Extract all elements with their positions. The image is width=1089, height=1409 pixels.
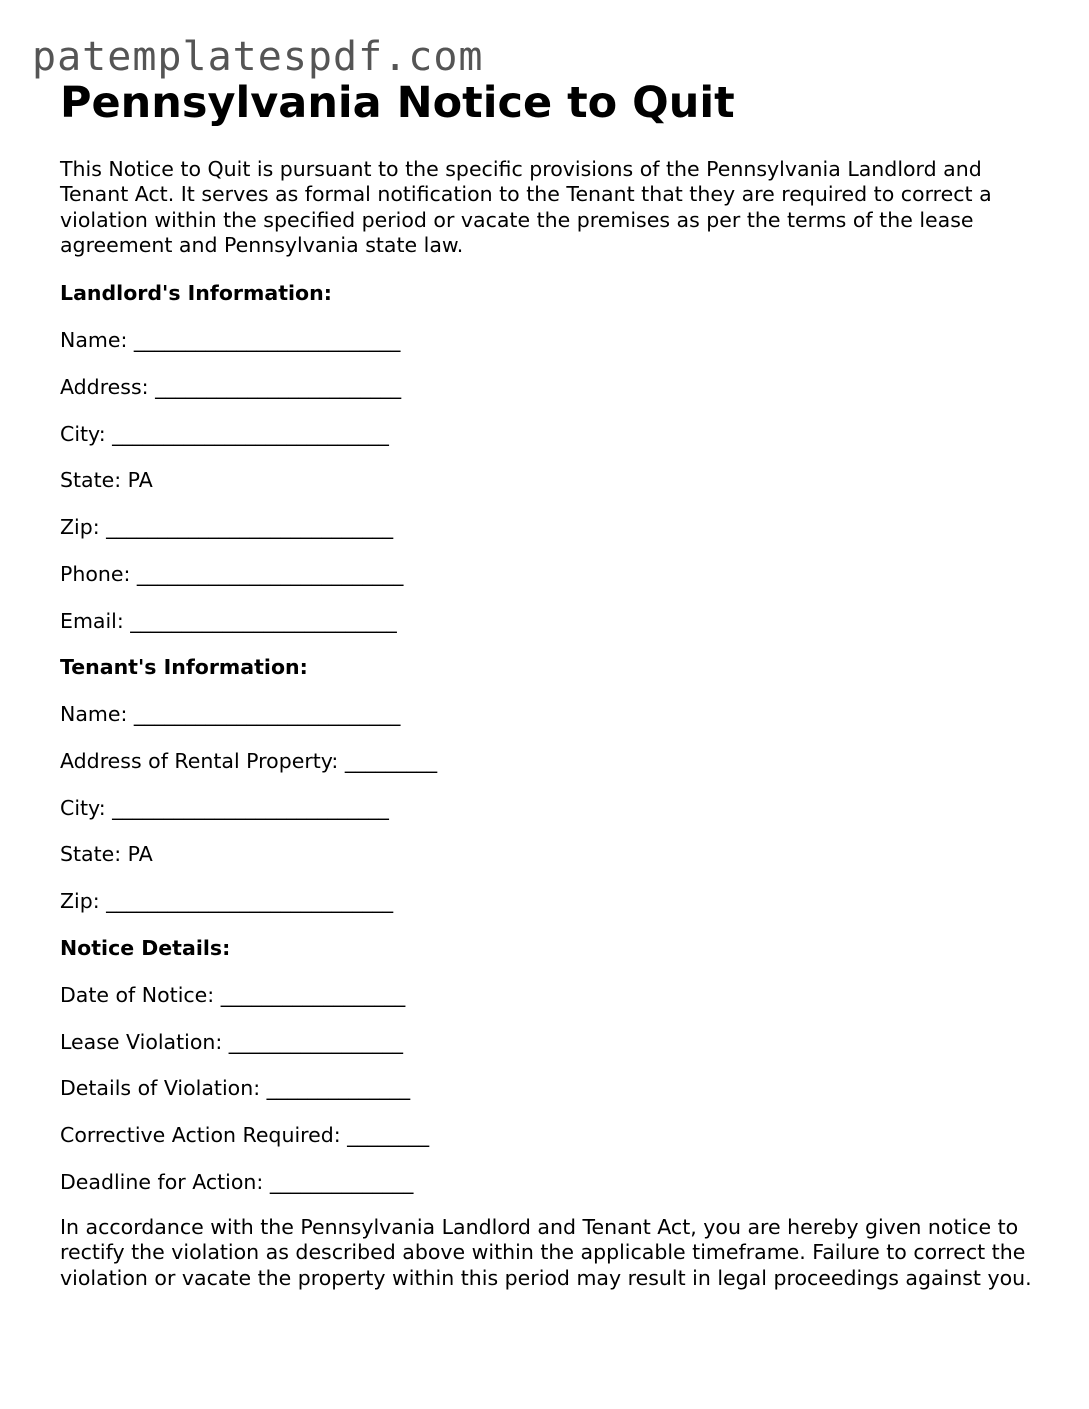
landlord-city-field: City: ___________________________ <box>60 422 389 446</box>
tenant-name-field: Name: __________________________ <box>60 702 401 726</box>
tenant-address-field: Address of Rental Property: _________ <box>60 749 438 773</box>
lease-violation-field: Lease Violation: _________________ <box>60 1030 404 1054</box>
violation-details-field: Details of Violation: ______________ <box>60 1076 411 1100</box>
corrective-action-field: Corrective Action Required: ________ <box>60 1123 430 1147</box>
landlord-name-field: Name: __________________________ <box>60 328 401 352</box>
landlord-state-field: State: PA <box>60 468 153 492</box>
notice-date-field: Date of Notice: __________________ <box>60 983 406 1007</box>
landlord-phone-field: Phone: __________________________ <box>60 562 404 586</box>
tenant-city-field: City: ___________________________ <box>60 796 389 820</box>
intro-paragraph: This Notice to Quit is pursuant to the specific provisions of the Pennsylvania Landlord and Tenant Act. It serves as formal notification to the Tenant that they are required to correct a violation within the specified period or vacate the premises as per the terms of the lease agreement and Pennsylvania state law. <box>60 157 992 257</box>
notice-heading: Notice Details: <box>60 936 231 960</box>
landlord-address-field: Address: ________________________ <box>60 375 402 399</box>
landlord-heading: Landlord's Information: <box>60 281 332 305</box>
deadline-field: Deadline for Action: ______________ <box>60 1170 414 1194</box>
landlord-zip-field: Zip: ____________________________ <box>60 515 394 539</box>
site-watermark: patemplatespdf.com <box>32 34 484 80</box>
closing-paragraph: In accordance with the Pennsylvania Landlord and Tenant Act, you are hereby given notice to rectify the violation as described above within the applicable timeframe. Failure to correct the violation or vacate the property within this period may result in legal proceedings against you. <box>60 1215 1032 1290</box>
tenant-zip-field: Zip: ____________________________ <box>60 889 394 913</box>
tenant-heading: Tenant's Information: <box>60 655 308 679</box>
tenant-state-field: State: PA <box>60 842 153 866</box>
page-title: Pennsylvania Notice to Quit <box>60 78 735 128</box>
landlord-email-field: Email: __________________________ <box>60 609 397 633</box>
